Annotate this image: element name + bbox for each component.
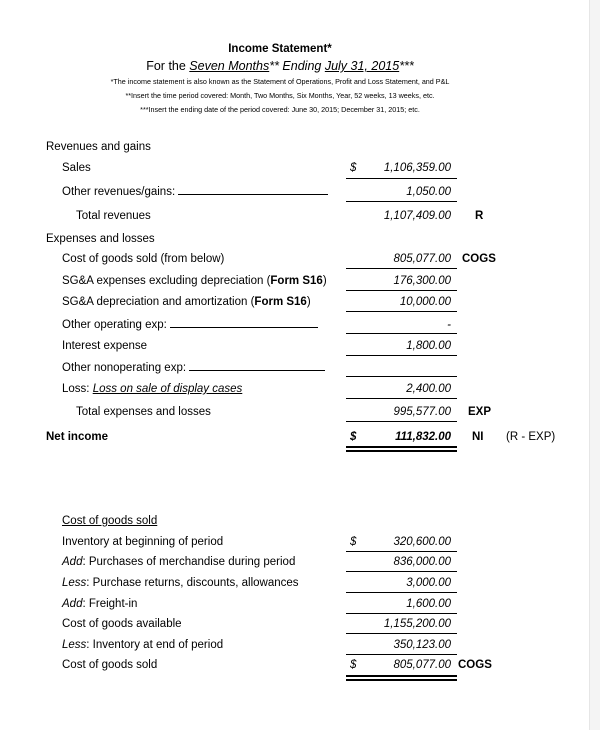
purchases-value: 836,000.00 xyxy=(393,556,451,568)
loss-prefix: Loss: xyxy=(62,383,93,395)
cogs-total-dollar: $ xyxy=(350,659,357,671)
other-revenues-label xyxy=(62,186,328,198)
sga-label xyxy=(62,275,327,287)
cogs-schedule-heading: Cost of goods sold xyxy=(62,515,158,527)
cogs-total-double-underline xyxy=(346,675,457,681)
net-income-dollar: $ xyxy=(350,431,357,443)
revenues-heading: Revenues and gains xyxy=(46,141,151,153)
end-date-field: July 31, 2015 xyxy=(324,59,400,73)
sga-text: SG&A expenses excluding depreciation ( xyxy=(62,275,271,287)
other-operating-underline xyxy=(346,333,457,334)
nonoperating-blank[interactable] xyxy=(189,362,325,371)
net-income-formula: (R - EXP) xyxy=(506,431,556,443)
nonoperating-text: Other nonoperating exp: xyxy=(62,362,187,374)
total-revenues-value: 1,107,409.00 xyxy=(383,210,451,222)
other-revenues-blank[interactable] xyxy=(178,186,328,195)
beginning-inventory-underline xyxy=(346,551,457,552)
depreciation-form-ref: Form S16 xyxy=(254,296,307,308)
ending-inventory-text: : Inventory at end of period xyxy=(86,639,224,651)
sales-underline xyxy=(346,178,457,179)
loss-description: Loss on sale of display cases xyxy=(92,383,243,395)
returns-label xyxy=(62,577,299,589)
footnote-1: *The income statement is also known as the Statement of Operations, Profit and Loss Statement, and P&L xyxy=(110,77,450,86)
total-expenses-label: Total expenses and losses xyxy=(76,406,211,418)
depreciation-close: ) xyxy=(306,296,311,308)
total-expenses-code: EXP xyxy=(468,406,492,418)
returns-underline xyxy=(346,592,457,593)
period-mid: ** Ending xyxy=(269,59,325,73)
nonoperating-underline xyxy=(346,376,457,377)
cogs-expense-value: 805,077.00 xyxy=(393,253,451,265)
depreciation-text: SG&A depreciation and amortization ( xyxy=(62,296,255,308)
ending-inventory-underline xyxy=(346,654,457,655)
other-operating-label xyxy=(62,319,318,331)
sales-dollar: $ xyxy=(350,162,357,174)
purchases-label xyxy=(62,556,295,568)
goods-available-label: Cost of goods available xyxy=(62,618,182,630)
freight-label xyxy=(62,598,137,610)
purchases-key: Add xyxy=(62,556,83,568)
goods-available-value: 1,155,200.00 xyxy=(383,618,451,630)
other-revenues-text: Other revenues/gains: xyxy=(62,186,176,198)
expenses-heading: Expenses and losses xyxy=(46,233,155,245)
depreciation-label xyxy=(62,296,311,308)
total-revenues-label: Total revenues xyxy=(76,210,151,222)
ending-inventory-key: Less xyxy=(62,639,87,651)
loss-label xyxy=(62,383,242,395)
nonoperating-label xyxy=(62,362,325,374)
returns-text: : Purchase returns, discounts, allowances xyxy=(86,577,299,589)
total-expenses-underline xyxy=(346,421,457,422)
period-field: Seven Months xyxy=(189,59,270,73)
page-edge xyxy=(589,0,600,730)
interest-label: Interest expense xyxy=(62,340,148,352)
other-operating-text: Other operating exp: xyxy=(62,319,167,331)
statement-period-line xyxy=(0,59,560,73)
freight-key: Add xyxy=(62,598,83,610)
freight-value: 1,600.00 xyxy=(406,598,451,610)
other-operating-value: - xyxy=(447,319,451,331)
returns-value: 3,000.00 xyxy=(406,577,451,589)
purchases-text: : Purchases of merchandise during period xyxy=(82,556,296,568)
beginning-inventory-value: 320,600.00 xyxy=(393,536,451,548)
statement-title: Income Statement* xyxy=(228,43,332,55)
sga-form-ref: Form S16 xyxy=(270,275,323,287)
cogs-expense-underline xyxy=(346,268,457,269)
period-prefix: For the xyxy=(146,59,190,73)
ending-inventory-value: 350,123.00 xyxy=(393,639,451,651)
freight-text: : Freight-in xyxy=(82,598,138,610)
sales-label: Sales xyxy=(62,162,91,174)
net-income-label: Net income xyxy=(46,431,108,443)
freight-underline xyxy=(346,613,457,614)
footnote-3: ***Insert the ending date of the period covered: June 30, 2015; December 31, 2015; etc. xyxy=(140,105,420,114)
cogs-total-code: COGS xyxy=(458,659,492,671)
cogs-expense-code: COGS xyxy=(462,253,496,265)
total-expenses-value: 995,577.00 xyxy=(393,406,451,418)
other-revenues-value: 1,050.00 xyxy=(406,186,451,198)
beginning-inventory-dollar: $ xyxy=(350,536,357,548)
returns-key: Less xyxy=(62,577,87,589)
sga-underline xyxy=(346,290,457,291)
loss-underline xyxy=(346,398,457,399)
ending-inventory-label xyxy=(62,639,223,651)
sga-value: 176,300.00 xyxy=(393,275,451,287)
goods-available-underline xyxy=(346,633,457,634)
sales-value: 1,106,359.00 xyxy=(383,162,451,174)
footnote-2: **Insert the time period covered: Month, Two Months, Six Months, Year, 52 weeks, 13 weeks, etc. xyxy=(125,91,435,100)
interest-value: 1,800.00 xyxy=(406,340,451,352)
cogs-total-label: Cost of goods sold xyxy=(62,659,158,671)
total-revenues-code: R xyxy=(475,210,484,222)
cogs-total-value: 805,077.00 xyxy=(393,659,451,671)
depreciation-value: 10,000.00 xyxy=(399,296,451,308)
net-income-value: 111,832.00 xyxy=(395,431,451,443)
purchases-underline xyxy=(346,571,457,572)
period-suffix: *** xyxy=(399,59,414,73)
other-revenues-underline xyxy=(346,201,457,202)
cogs-expense-label: Cost of goods sold (from below) xyxy=(62,253,225,265)
loss-value: 2,400.00 xyxy=(406,383,451,395)
interest-underline xyxy=(346,355,457,356)
sga-close: ) xyxy=(322,275,327,287)
depreciation-underline xyxy=(346,311,457,312)
net-income-code: NI xyxy=(472,431,484,443)
beginning-inventory-label: Inventory at beginning of period xyxy=(62,536,224,548)
other-operating-blank[interactable] xyxy=(170,319,318,328)
net-income-double-underline xyxy=(346,446,457,452)
